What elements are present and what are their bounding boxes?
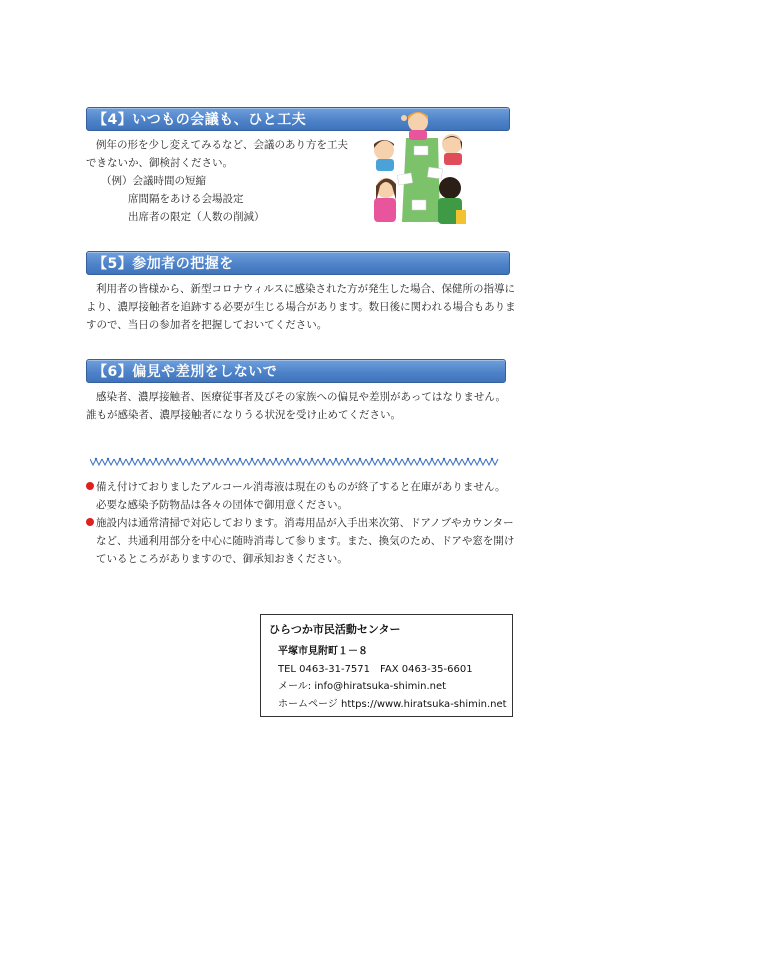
- contact-name: ひらつか市民活動センター: [269, 623, 401, 636]
- section6-header: 【6】偏見や差別をしないで: [86, 359, 506, 383]
- wave-dot: [251, 458, 253, 460]
- wave-divider: [90, 456, 504, 468]
- section6-line-2: 誰もが感染者、濃厚接触者になりうる状況を受け止めてください。: [86, 409, 401, 421]
- contact-address: 平塚市見附町１－８: [278, 646, 368, 657]
- wave-dot: [299, 458, 301, 460]
- wave-dot: [179, 458, 181, 460]
- wave-dot: [395, 458, 397, 460]
- wave-dot: [323, 458, 325, 460]
- section4-line-3: （例）会議時間の短縮: [101, 175, 206, 187]
- wave-dot: [287, 458, 289, 460]
- wave-dot: [119, 458, 121, 460]
- contact-homepage[interactable]: ホームページ https://www.hiratsuka-shimin.net: [278, 699, 507, 710]
- wave-dot: [383, 458, 385, 460]
- wave-dot: [167, 458, 169, 460]
- wave-dot: [407, 458, 409, 460]
- notice-1-line-2: 必要な感染予防物品は各々の団体で御用意ください。: [96, 499, 348, 511]
- section4-line-5: 出席者の限定（人数の削減）: [128, 211, 265, 223]
- wave-dot: [479, 458, 481, 460]
- section4-header: 【4】いつもの会議も、ひと工夫: [86, 107, 510, 131]
- wave-dot: [155, 458, 157, 460]
- notice-1-text: 備え付けておりましたアルコール消毒液は現在のものが終了すると在庫がありません。: [96, 481, 506, 493]
- wave-dot: [107, 458, 109, 460]
- notice-2-text: 施設内は通常清掃で対応しております。消毒用品が入手出来次第、ドアノブやカウンター: [96, 517, 514, 529]
- wave-dot: [491, 458, 493, 460]
- wave-dot: [203, 458, 205, 460]
- wave-dot: [227, 458, 229, 460]
- wave-dot: [359, 458, 361, 460]
- wave-dot: [95, 458, 97, 460]
- wave-dot: [275, 458, 277, 460]
- notice-2-line-3: ているところがありますので、御承知おきください。: [96, 553, 348, 565]
- wave-dot: [455, 458, 457, 460]
- wave-dot: [335, 458, 337, 460]
- wave-dot: [131, 458, 133, 460]
- wave-dot: [311, 458, 313, 460]
- notice-1-line-1: [86, 478, 506, 496]
- bullet-dot-icon: [86, 482, 94, 490]
- section5-line-3: すので、当日の参加者を把握しておいてください。: [86, 319, 328, 331]
- wave-dot: [347, 458, 349, 460]
- wave-dot: [143, 458, 145, 460]
- meeting-illustration: [368, 110, 470, 228]
- section5-header: 【5】参加者の把握を: [86, 251, 510, 275]
- section5-line-1: 利用者の皆様から、新型コロナウィルスに感染された方が発生した場合、保健所の指導に: [96, 283, 516, 295]
- section6-line-1: 感染者、濃厚接触者、医療従事者及びその家族への偏見や差別があってはなりません。: [96, 391, 507, 403]
- bullet-dot-icon: [86, 518, 94, 526]
- wave-dot: [431, 458, 433, 460]
- section5-line-2: より、濃厚接触者を追跡する必要が生じる場合があります。数日後に関われる場合もありま: [86, 301, 516, 313]
- section4-line-2: できないか、御検討ください。: [86, 157, 233, 169]
- contact-phone: TEL 0463-31-7571 FAX 0463-35-6601: [278, 664, 473, 675]
- contact-email[interactable]: メール: info@hiratsuka-shimin.net: [278, 681, 447, 692]
- wave-dot: [419, 458, 421, 460]
- wave-dot: [263, 458, 265, 460]
- section4-line-1: 例年の形を少し変えてみるなど、会議のあり方を工夫: [96, 139, 348, 151]
- wave-dot: [239, 458, 241, 460]
- wave-dot: [191, 458, 193, 460]
- contact-box: [260, 614, 513, 717]
- wave-dot: [371, 458, 373, 460]
- notice-2-line-2: など、共通利用部分を中心に随時消毒して参ります。また、換気のため、ドアや窓を開け: [96, 535, 515, 547]
- wave-dot: [443, 458, 445, 460]
- wave-dot: [467, 458, 469, 460]
- section4-line-4: 席間隔をあける会場設定: [128, 193, 244, 205]
- notice-2-line-1: [86, 514, 514, 532]
- wave-dot: [215, 458, 217, 460]
